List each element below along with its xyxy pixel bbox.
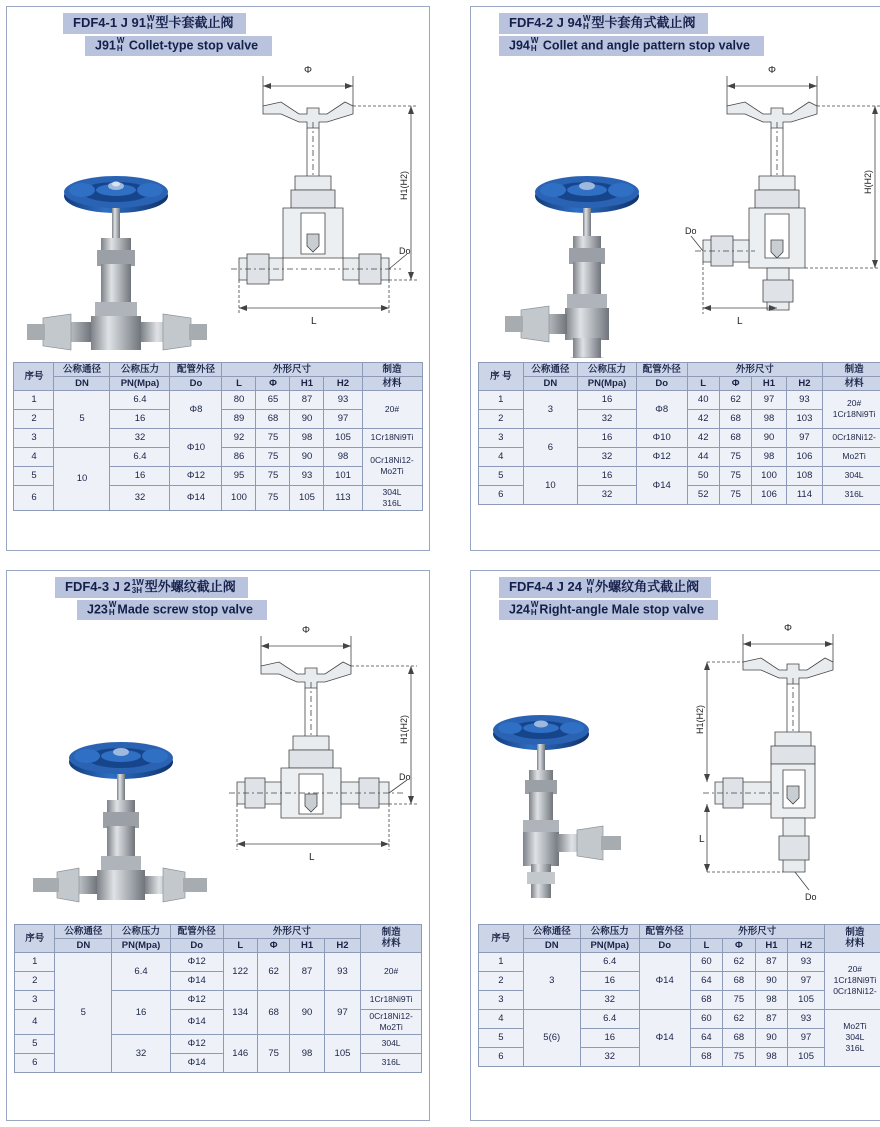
valve-drawing-right-angle <box>685 622 880 922</box>
product-panel-fdf4-3 <box>6 570 430 1121</box>
product-panel-fdf4-2 <box>470 6 880 551</box>
panel-1-titles <box>7 7 429 56</box>
panel-3-title-cn: FDF4-3 J 2 1W 3H 型外螺纹截止阀 <box>55 577 248 598</box>
svg-text:Φ: Φ <box>784 622 792 634</box>
table-row: 3 32 68 75 98 105 <box>479 990 880 1009</box>
svg-text:L: L <box>737 315 743 327</box>
table-row: 6 32 Φ14 100 75 105 113 304L 316L <box>14 485 422 510</box>
table-row: 5 32 Φ12 146 75 98 105 304L <box>15 1034 422 1053</box>
svg-text:L: L <box>699 833 705 845</box>
th-seq: 序号 <box>14 362 54 390</box>
table-header-row-1: 序号 公称通径 公称压力 配管外径 外形尺寸 制造 材料 <box>479 924 880 938</box>
valve-drawing-straight <box>221 58 429 358</box>
table-row: 3 6 16 Φ10 42 68 90 97 0Cr18Ni12- <box>479 428 880 447</box>
panel-3-titles <box>7 571 429 620</box>
panel-2-title-en: J94 W H Collet and angle pattern stop valve <box>499 36 764 56</box>
svg-text:Do: Do <box>685 225 697 236</box>
valve-photo-right-angle <box>477 622 687 922</box>
table-row: 6 32 52 75 106 114 316L <box>479 485 880 504</box>
panel-1-title-cn-pre: FDF4-1 J 91 <box>73 15 146 30</box>
panel-2-titles <box>471 7 880 56</box>
panel-3-figure <box>7 622 429 920</box>
dim-phi-label: Φ <box>304 64 312 76</box>
dim-l-label: L <box>311 315 317 327</box>
svg-text:Φ: Φ <box>768 64 776 76</box>
valve-drawing-male-thread <box>221 622 429 922</box>
spec-table-2 <box>478 362 880 505</box>
table-header-row-1: 序 号 公称通径 公称压力 配管外径 外形尺寸 制造 <box>479 362 880 376</box>
product-panel-fdf4-1 <box>6 6 430 551</box>
panel-4-titles <box>471 571 880 620</box>
valve-photo-angle <box>477 58 687 358</box>
panel-1-figure <box>7 58 429 358</box>
svg-text:Do: Do <box>399 771 411 782</box>
spec-table-1 <box>13 362 422 511</box>
panel-1-title-cn-post: 型卡套截止阀 <box>155 15 234 30</box>
table-row: 1 3 16 Φ8 40 62 97 93 20# 1Cr18Ni9Ti <box>479 390 880 409</box>
table-header-row-2: DN PN(Mpa) Do L Φ H1 H2 材料 <box>14 376 422 390</box>
th-material: 制造 <box>362 362 422 376</box>
spec-table-4 <box>478 924 880 1067</box>
panel-1-title-en: J91 W H Collet-type stop valve <box>85 36 272 56</box>
table-header-row-2: DN PN(Mpa) Do L Φ H1 H2 <box>479 938 880 952</box>
th-dn: 公称通径 <box>54 362 110 376</box>
svg-text:Do: Do <box>805 891 817 902</box>
table-row: 6 32 68 75 98 105 <box>479 1047 880 1066</box>
table-row: 4 5(6) 6.4 Φ14 60 62 87 93 Mo2Ti 304L 316L <box>479 1009 880 1028</box>
table-row: 5 16 64 68 90 97 <box>479 1028 880 1047</box>
table-header-row-2: DN PN(Mpa) Do L Φ H1 H2 <box>15 938 422 952</box>
th-dims: 外形尺寸 <box>222 362 362 376</box>
panel-4-title-en: J24 W H Right-angle Male stop valve <box>499 600 718 620</box>
panel-2-figure <box>471 58 880 358</box>
valve-photo-straight <box>13 58 223 358</box>
valve-photo-male-thread <box>13 622 223 922</box>
panel-1-table-wrap <box>7 358 429 517</box>
table-row: 4 32 Φ12 44 75 98 106 Mo2Ti <box>479 447 880 466</box>
svg-text:H1(H2): H1(H2) <box>695 704 705 734</box>
table-row: 2 16 89 68 90 97 <box>14 409 422 428</box>
table-row: 2 Φ14 <box>15 971 422 990</box>
panel-3-table-wrap <box>7 920 429 1079</box>
th-do: 配管外径 <box>170 362 222 376</box>
table-header-row-1: 序号 公称通径 公称压力 配管外径 外形尺寸 制造 材料 <box>15 924 422 938</box>
table-row: 5 10 16 Φ14 50 75 100 108 304L <box>479 466 880 485</box>
cell-dn: 5 <box>54 390 110 447</box>
cell-material: 20# <box>362 390 422 428</box>
cell-do: Φ8 <box>170 390 222 428</box>
th-pn: 公称压力 <box>110 362 170 376</box>
svg-text:H1(H2): H1(H2) <box>399 714 409 744</box>
table-header-row-2: DN PN(Mpa) Do L Φ H1 H2 材料 <box>479 376 880 390</box>
table-row: 3 16 Φ12 134 68 90 97 1Cr18Ni9Ti <box>15 990 422 1009</box>
table-row: 2 32 42 68 98 103 <box>479 409 880 428</box>
table-row: 4 Φ14 0Cr18Ni12- Mo2Ti <box>15 1009 422 1034</box>
table-row: 5 16 Φ12 95 75 93 101 <box>14 466 422 485</box>
table-row: 1 5 6.4 Φ12 122 62 87 93 20# <box>15 952 422 971</box>
table-row: 3 32 Φ10 92 75 98 105 1Cr18Ni9Ti <box>14 428 422 447</box>
svg-text:H(H2): H(H2) <box>863 169 873 194</box>
panel-4-figure <box>471 622 880 920</box>
table-row: 6 Φ14 316L <box>15 1053 422 1072</box>
table-row: 2 16 64 68 90 97 <box>479 971 880 990</box>
panel-2-title-cn: FDF4-2 J 94 W H 型卡套角式截止阀 <box>499 13 708 34</box>
panel-1-title-cn-fraction: W H <box>146 13 155 31</box>
panel-4-table-wrap <box>471 920 880 1073</box>
spec-table-3 <box>14 924 422 1073</box>
panel-2-table-wrap <box>471 358 880 511</box>
valve-drawing-angle <box>685 58 880 358</box>
panel-4-title-cn: FDF4-4 J 24 W H 外螺纹角式截止阀 <box>499 577 711 598</box>
product-panel-fdf4-4 <box>470 570 880 1121</box>
dim-do-label: Do <box>399 245 411 256</box>
svg-text:Φ: Φ <box>302 624 310 636</box>
table-header-row-1 <box>14 362 422 376</box>
dim-h-label: H1(H2) <box>399 170 409 200</box>
svg-text:L: L <box>309 851 315 863</box>
table-row: 1 3 6.4 Φ14 60 62 87 93 20# 1Cr18Ni9Ti 0Cr18Ni12- <box>479 952 880 971</box>
table-row: 4 10 6.4 86 75 90 98 0Cr18Ni12- Mo2Ti <box>14 447 422 466</box>
table-row: 1 5 6.4 Φ8 80 65 87 93 20# <box>14 390 422 409</box>
panel-1-title-cn <box>63 13 246 34</box>
panel-3-title-en: J23 W H Made screw stop valve <box>77 600 267 620</box>
